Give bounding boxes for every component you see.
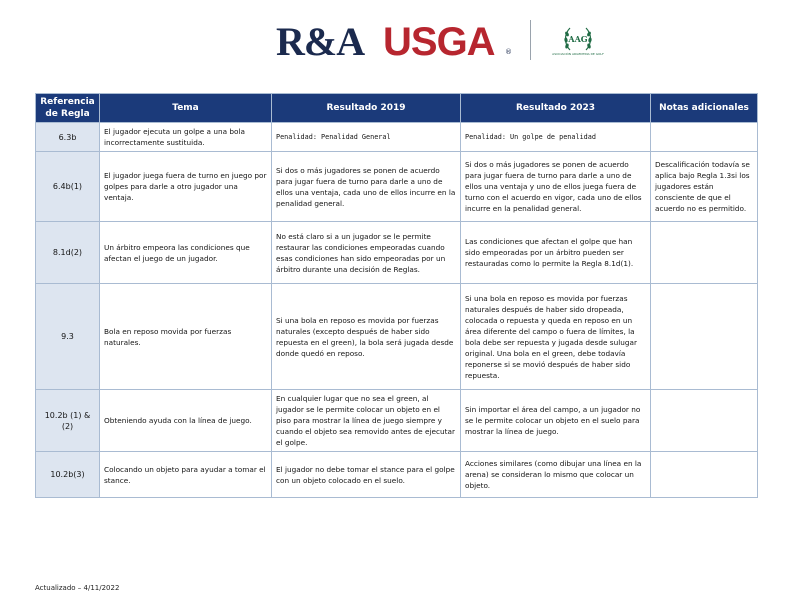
result-2023-cell: Acciones similares (como dibujar una línea en la arena) se consideran lo mismo que colocar un objeto. <box>461 452 651 498</box>
result-2023-cell: Sin importar el área del campo, a un jugador no se le permite colocar un objeto en el suelo para mostrar la línea de juego. <box>461 390 651 452</box>
aag-logo-subtitle: ASOCIACIÓN ARGENTINA DE GOLF <box>552 52 604 56</box>
result-2023-cell: Las condiciones que afectan el golpe que han sido empeoradas por un árbitro pueden ser restauradas como lo permite la Regla 8.1d(1). <box>461 222 651 284</box>
result-2023-cell: Si dos o más jugadores se ponen de acuerdo para jugar fuera de turno para darle a uno de ellos una ventaja y uno de ellos juega fuera de turno con el acuerdo en vigor, cada uno de ellos incurre en la penalidad general. <box>461 152 651 222</box>
result-2023-cell: Penalidad: Un golpe de penalidad <box>461 123 651 152</box>
result-2019-cell: Si dos o más jugadores se ponen de acuerdo para jugar fuera de turno para darle a uno de ellos una ventaja, cada uno de ellos incurre en la penalidad general. <box>272 152 461 222</box>
header-additional-notes: Notas adicionales <box>651 94 758 123</box>
topic-cell: El jugador juega fuera de turno en juego por golpes para darle a otro jugador una ventaja. <box>100 152 272 222</box>
topic-cell: Colocando un objeto para ayudar a tomar el stance. <box>100 452 272 498</box>
rule-reference-cell: 10.2b (1) & (2) <box>36 390 100 452</box>
ra-logo: R&A <box>276 19 365 64</box>
notes-cell <box>651 284 758 390</box>
header-result-2023: Resultado 2023 <box>461 94 651 123</box>
header-logos <box>0 14 792 70</box>
topic-cell: Obteniendo ayuda con la línea de juego. <box>100 390 272 452</box>
header-result-2019: Resultado 2019 <box>272 94 461 123</box>
rule-reference-cell: 6.3b <box>36 123 100 152</box>
table-row <box>36 123 758 152</box>
result-2023-cell: Si una bola en reposo es movida por fuerzas naturales después de haber sido dropeada, colocada o repuesta y queda en reposo en un área diferente del campo o fuera de límites, la bola debe ser repuesta y jugada desde sulugar original. Una bola en el green, debe todavía reponerse si se movió después de haber sido repuesta. <box>461 284 651 390</box>
header-rule-reference: Referencia de Regla <box>36 94 100 123</box>
rules-comparison-table <box>35 93 758 498</box>
result-2019-cell: No está claro si a un jugador se le permite restaurar las condiciones empeoradas cuando esas condiciones han sido empeoradas por un árbitro durante una decisión de Reglas. <box>272 222 461 284</box>
header-topic: Tema <box>100 94 272 123</box>
notes-cell <box>651 123 758 152</box>
notes-cell <box>651 452 758 498</box>
table-row <box>36 284 758 390</box>
notes-cell <box>651 222 758 284</box>
usga-logo: USGA <box>383 20 495 64</box>
rule-reference-cell: 6.4b(1) <box>36 152 100 222</box>
result-2019-cell: Penalidad: Penalidad General <box>272 123 461 152</box>
aag-logo-text: AAG <box>568 34 588 44</box>
table-header-row <box>36 94 758 123</box>
topic-cell: El jugador ejecuta un golpe a una bola incorrectamente sustituida. <box>100 123 272 152</box>
topic-cell: Bola en reposo movida por fuerzas naturales. <box>100 284 272 390</box>
rule-reference-cell: 8.1d(2) <box>36 222 100 284</box>
rule-reference-cell: 10.2b(3) <box>36 452 100 498</box>
result-2019-cell: Si una bola en reposo es movida por fuerzas naturales (excepto después de haber sido repuesta en el green), la bola será jugada desde donde quedó en reposo. <box>272 284 461 390</box>
result-2019-cell: En cualquier lugar que no sea el green, al jugador se le permite colocar un objeto en el piso para mostrar la línea de juego siempre y cuando el objeto sea removido antes de ejecutar el golpe. <box>272 390 461 452</box>
table-row <box>36 222 758 284</box>
rule-reference-cell: 9.3 <box>36 284 100 390</box>
notes-cell: Descalificación todavía se aplica bajo Regla 1.3si los jugadores están consciente de que el acuerdo no es permitido. <box>651 152 758 222</box>
notes-cell <box>651 390 758 452</box>
table-row <box>36 390 758 452</box>
registered-mark: ® <box>505 48 512 56</box>
table-row <box>36 452 758 498</box>
table-row <box>36 152 758 222</box>
updated-date: Actualizado – 4/11/2022 <box>35 584 120 592</box>
logo-divider <box>530 20 531 60</box>
result-2019-cell: El jugador no debe tomar el stance para el golpe con un objeto colocado en el suelo. <box>272 452 461 498</box>
topic-cell: Un árbitro empeora las condiciones que afectan el juego de un jugador. <box>100 222 272 284</box>
